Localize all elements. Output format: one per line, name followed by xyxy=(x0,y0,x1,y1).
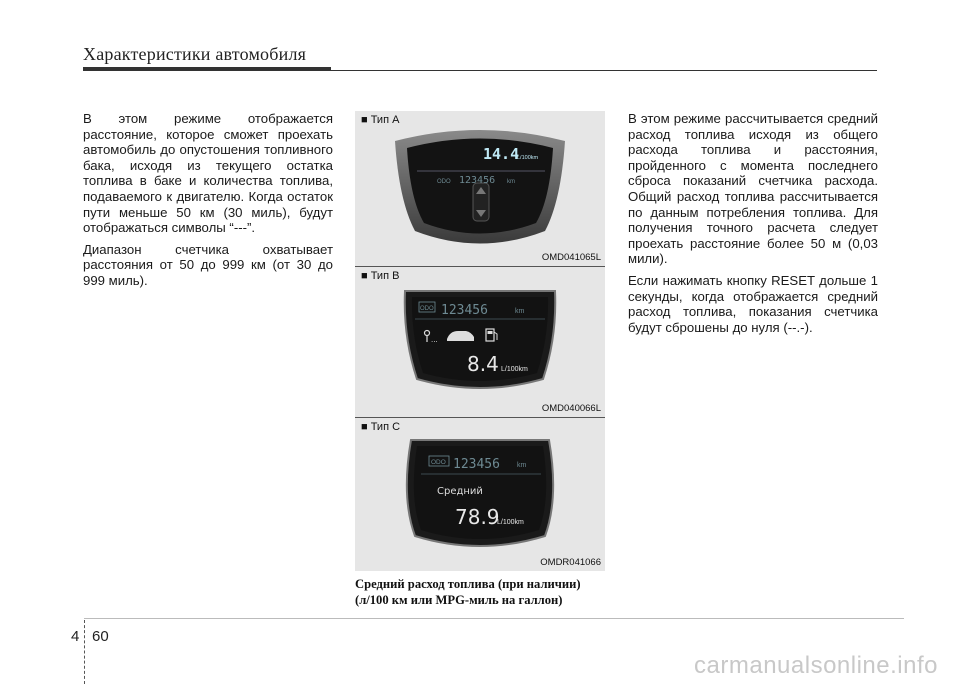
right-text-column xyxy=(628,111,878,341)
odo-label: ODO xyxy=(420,306,434,312)
odo-unit: km xyxy=(515,308,525,315)
right-paragraph-2: Если нажимать кнопку RESET дольше 1 секунды, когда отображается средний расход топлива, показания счетчика будут сброшены до нуля (--.-). xyxy=(628,272,878,335)
odo-value: 123456 xyxy=(459,175,496,186)
odo-value: 123456 xyxy=(441,303,488,318)
watermark: carmanualsonline.info xyxy=(694,652,938,679)
panel-label: ■ Тип A xyxy=(361,114,400,126)
panel-label: ■ Тип C xyxy=(361,421,401,433)
footer-rule xyxy=(84,618,904,619)
figure-panel-type-a xyxy=(355,111,605,266)
main-unit: L/100km xyxy=(497,519,524,526)
figure-caption: Средний расход топлива (при наличии) (л/100 км или MPG-миль на галлон) xyxy=(355,577,581,607)
cluster-display-type-a xyxy=(355,111,605,266)
odo-unit: km xyxy=(507,179,515,185)
cluster-display-type-b xyxy=(355,267,605,417)
main-unit: L/100km xyxy=(501,366,528,373)
panel-label: ■ Тип B xyxy=(361,270,400,282)
panel-code: OMD041065L xyxy=(541,252,601,263)
main-value: 78.9 xyxy=(455,505,500,529)
figure-panel-type-b xyxy=(355,267,605,417)
main-value: 8.4 xyxy=(467,352,499,376)
main-value: 14.4 xyxy=(483,145,520,163)
left-paragraph-1: В этом режиме отображается расстояние, которое сможет проехать автомобиль до опустошения топливного бака, исходя из текущего остатка топлива в баке и количества топлива, подаваемого к двигателю. Когда остаток пути меньше 50 км (30 миль), будут отображаться символы “---”. xyxy=(83,111,333,236)
mode-text: Средний xyxy=(437,486,483,497)
figure-panel-type-c xyxy=(355,418,605,571)
chapter-number: 4 xyxy=(71,628,80,645)
right-paragraph-1: В этом режиме рассчитывается средний расход топлива исходя из общего расхода топлива и расстояния, пройденного с момента последнего сброса показаний счетчика расхода. Общий расход топлива рассчитывается по данным потребления топлива. Для получения точного расчета следует проехать расстояние более 50 м (0,03 мили). xyxy=(628,111,878,267)
panel-code: OMDR041066 xyxy=(540,557,601,568)
odo-label: ODO xyxy=(431,459,446,466)
cluster-display-type-c xyxy=(355,418,605,571)
footer-divider xyxy=(84,620,86,684)
main-unit: L/100km xyxy=(517,155,539,161)
header-rule-thin xyxy=(331,70,877,71)
odo-value: 123456 xyxy=(453,457,500,472)
odo-label: ODO xyxy=(437,179,451,185)
page-number: 60 xyxy=(92,628,109,645)
panel-code: OMD040066L xyxy=(541,403,601,414)
odo-unit: km xyxy=(517,462,527,469)
left-paragraph-2: Диапазон счетчика охватывает расстояния от 50 до 999 км (от 30 до 999 миль). xyxy=(83,241,333,288)
left-text-column xyxy=(83,111,333,295)
section-title: Характеристики автомобиля xyxy=(83,44,307,64)
svg-text:...: ... xyxy=(431,335,438,344)
header-rule-thick xyxy=(83,67,331,71)
